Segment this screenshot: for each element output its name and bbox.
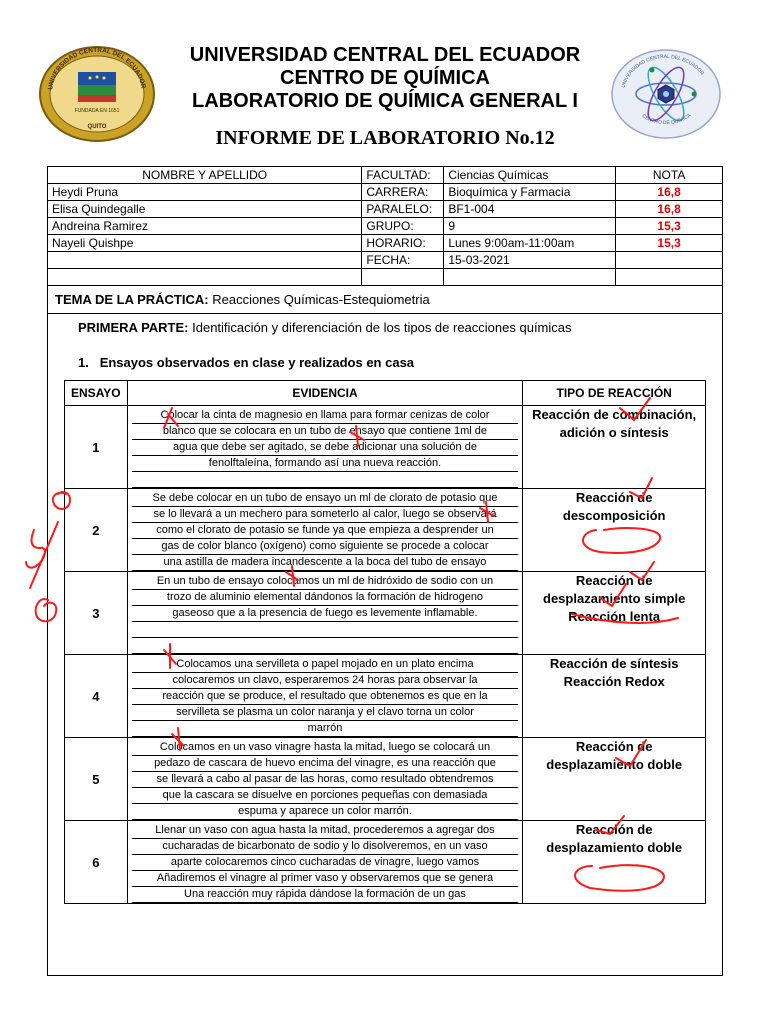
assay-header-row: [65, 381, 706, 406]
evidence-line: fenolftaleína, formando así una nueva reacción.: [132, 456, 519, 472]
evidence-line: Colocamos en un vaso vinagre hasta la mitad, luego se colocará un: [132, 740, 519, 756]
evidence-line: se lo llevará a un mechero para someterlo al calor, luego se observará: [132, 507, 519, 523]
university-seal-logo: [38, 44, 156, 142]
field-value: Bioquímica y Farmacia: [444, 184, 616, 201]
col-header-tipo: TIPO DE REACCIÓN: [523, 381, 706, 406]
info-row: [48, 184, 723, 201]
evidence-line: Una reacción muy rápida dándose la formación de un gas: [132, 887, 519, 903]
info-row: [48, 235, 723, 252]
student-name: Nayeli Quishpe: [48, 235, 362, 252]
assay-row: [65, 406, 706, 489]
evidence-line: [132, 472, 519, 488]
reaction-type: [523, 406, 706, 489]
info-row: [48, 201, 723, 218]
info-row: [48, 218, 723, 235]
assay-evidence: [127, 489, 523, 572]
evidence-line: que la cascara se disuelve en porciones pequeñas con demasiada: [132, 788, 519, 804]
reaction-type: [523, 489, 706, 572]
evidence-line: servilleta se plasma un color naranja y el clavo torna un color: [132, 705, 519, 721]
evidence-line: colocaremos un clavo, esperaremos 24 horas para observar la: [132, 673, 519, 689]
info-row: [48, 252, 723, 269]
evidence-line: como el clorato de potasio se funde ya que empieza a desprender un: [132, 523, 519, 539]
university-name: UNIVERSIDAD CENTRAL DEL ECUADOR: [189, 44, 581, 66]
field-label: HORARIO:: [362, 235, 444, 252]
reaction-type-line: descomposición: [562, 508, 666, 523]
reaction-type-line: Reacción de: [575, 822, 653, 837]
info-row: [48, 167, 723, 184]
empty-cell: [362, 269, 444, 286]
col-header-evidencia: EVIDENCIA: [127, 381, 523, 406]
name-header: NOMBRE Y APELLIDO: [48, 167, 362, 184]
reaction-type: [523, 655, 706, 738]
evidence-line: [132, 638, 519, 654]
assay-number: 1: [65, 406, 128, 489]
field-value: BF1-004: [444, 201, 616, 218]
reaction-type-line: desplazamiento doble: [546, 757, 683, 772]
evidence-line: gas de color blanco (oxígeno) como siguiente se procede a colocar: [132, 539, 519, 555]
practice-theme: [47, 286, 723, 314]
reaction-type-line: Reacción de: [575, 739, 653, 754]
theme-label: TEMA DE LA PRÁCTICA:: [55, 292, 209, 307]
assay-number: 4: [65, 655, 128, 738]
evidence-line: Añadiremos el vinagre al primer vaso y observaremos que se genera: [132, 871, 519, 887]
student-name: Heydi Pruna: [48, 184, 362, 201]
reaction-type: [523, 572, 706, 655]
evidence-line: marrón: [132, 721, 519, 737]
report-title: INFORME DE LABORATORIO No.12: [215, 127, 555, 149]
theme-value: Reacciones Químicas-Estequiometria: [212, 292, 430, 307]
evidence-line: reacción que se produce, el resultado que obtenemos es que en la: [132, 689, 519, 705]
field-value: 9: [444, 218, 616, 235]
empty-cell: [616, 269, 723, 286]
center-name: CENTRO DE QUÍMICA: [280, 67, 490, 89]
first-part: [78, 320, 572, 335]
seal-city-text: QUITO: [87, 124, 107, 130]
reaction-type-line: desplazamiento simple: [543, 591, 686, 606]
reaction-type-line: Reacción Redox: [563, 674, 665, 689]
reaction-type-line: Reacción de combinación,: [532, 407, 697, 422]
assay-row: [65, 738, 706, 821]
field-label: FECHA:: [362, 252, 444, 269]
reaction-type-line: adición o síntesis: [559, 425, 669, 440]
chemistry-center-logo: [610, 48, 722, 140]
col-header-ensayo: ENSAYO: [65, 381, 128, 406]
evidence-line: se llevará a cabo al pasar de las horas, como resultado obtendremos: [132, 772, 519, 788]
evidence-line: agua que debe ser agitado, se debe adicionar una solución de: [132, 440, 519, 456]
part-label: PRIMERA PARTE:: [78, 320, 189, 335]
reaction-type: [523, 738, 706, 821]
info-row: [48, 269, 723, 286]
grade-header: NOTA: [616, 167, 723, 184]
reaction-type-line: Reacción de: [575, 573, 653, 588]
student-grade: 16,8: [616, 184, 723, 201]
empty-cell: [48, 252, 362, 269]
reaction-type-line: Reacción de: [575, 490, 653, 505]
student-grade: 15,3: [616, 218, 723, 235]
assay-row: [65, 821, 706, 904]
reaction-type-line: desplazamiento doble: [546, 840, 683, 855]
evidence-line: [132, 622, 519, 638]
assay-row: [65, 572, 706, 655]
assay-evidence: [127, 406, 523, 489]
evidence-line: gaseoso que a la presencia de fuego es levemente inflamable.: [132, 606, 519, 622]
field-label: CARRERA:: [362, 184, 444, 201]
field-label: FACULTAD:: [362, 167, 444, 184]
section-heading: [78, 355, 414, 370]
section-title: Ensayos observados en clase y realizados en casa: [99, 355, 415, 370]
student-name: Andreina Ramirez: [48, 218, 362, 235]
field-label: PARALELO:: [362, 201, 444, 218]
empty-cell: [444, 269, 616, 286]
assay-evidence: [127, 655, 523, 738]
section-number: 1.: [78, 355, 89, 370]
empty-cell: [616, 252, 723, 269]
assay-table: [64, 380, 706, 904]
evidence-line: Llenar un vaso con agua hasta la mitad, procederemos a agregar dos: [132, 823, 519, 839]
evidence-line: cucharadas de bicarbonato de sodio y lo disolveremos, en un vaso: [132, 839, 519, 855]
evidence-line: trozo de aluminio elemental dándonos la formación de hidrogeno: [132, 590, 519, 606]
part-value: Identificación y diferenciación de los tipos de reacciones químicas: [192, 320, 572, 335]
reaction-type-line: Reacción lenta: [568, 609, 661, 624]
student-name: Elisa Quindegalle: [48, 201, 362, 218]
assay-evidence: [127, 572, 523, 655]
logo-ring-top-text: UNIVERSIDAD CENTRAL DEL ECUADOR: [620, 53, 705, 89]
empty-cell: [48, 269, 362, 286]
assay-number: 2: [65, 489, 128, 572]
reaction-type-line: Reacción de síntesis: [549, 656, 679, 671]
evidence-line: Colocamos una servilleta o papel mojado en un plato encima: [132, 657, 519, 673]
evidence-line: En un tubo de ensayo colocamos un ml de hidróxido de sodio con un: [132, 574, 519, 590]
student-info-table: [47, 166, 723, 286]
field-label: GRUPO:: [362, 218, 444, 235]
evidence-line: espuma y aparece un color marrón.: [132, 804, 519, 820]
evidence-line: Colocar la cinta de magnesio en llama para formar cenizas de color: [132, 408, 519, 424]
evidence-line: Se debe colocar en un tubo de ensayo un ml de clorato de potasio que: [132, 491, 519, 507]
lab-name: LABORATORIO DE QUÍMICA GENERAL I: [192, 90, 578, 112]
student-grade: 15,3: [616, 235, 723, 252]
assay-row: [65, 655, 706, 738]
seal-ring-top-text: UNIVERSIDAD CENTRAL DEL ECUADOR: [47, 46, 147, 91]
assay-evidence: [127, 738, 523, 821]
assay-row: [65, 489, 706, 572]
assay-number: 3: [65, 572, 128, 655]
evidence-line: aparte colocaremos cinco cucharadas de vinagre, luego vamos: [132, 855, 519, 871]
field-value: Ciencias Químicas: [444, 167, 616, 184]
evidence-line: blanco que se colocara en un tubo de ensayo que contiene 1ml de: [132, 424, 519, 440]
assay-number: 5: [65, 738, 128, 821]
evidence-line: pedazo de cascara de huevo encima del vinagre, es una reacción que: [132, 756, 519, 772]
field-value: Lunes 9:00am-11:00am: [444, 235, 616, 252]
reaction-type: [523, 821, 706, 904]
evidence-line: una astilla de madera incandescente a la boca del tubo de ensayo: [132, 555, 519, 571]
assay-number: 6: [65, 821, 128, 904]
student-grade: 16,8: [616, 201, 723, 218]
field-value: 15-03-2021: [444, 252, 616, 269]
logo-ring-bottom-text: CENTRO DE QUÍMICA: [640, 112, 693, 127]
seal-founded-text: FUNDADA EN 1651: [74, 108, 120, 114]
assay-evidence: [127, 821, 523, 904]
